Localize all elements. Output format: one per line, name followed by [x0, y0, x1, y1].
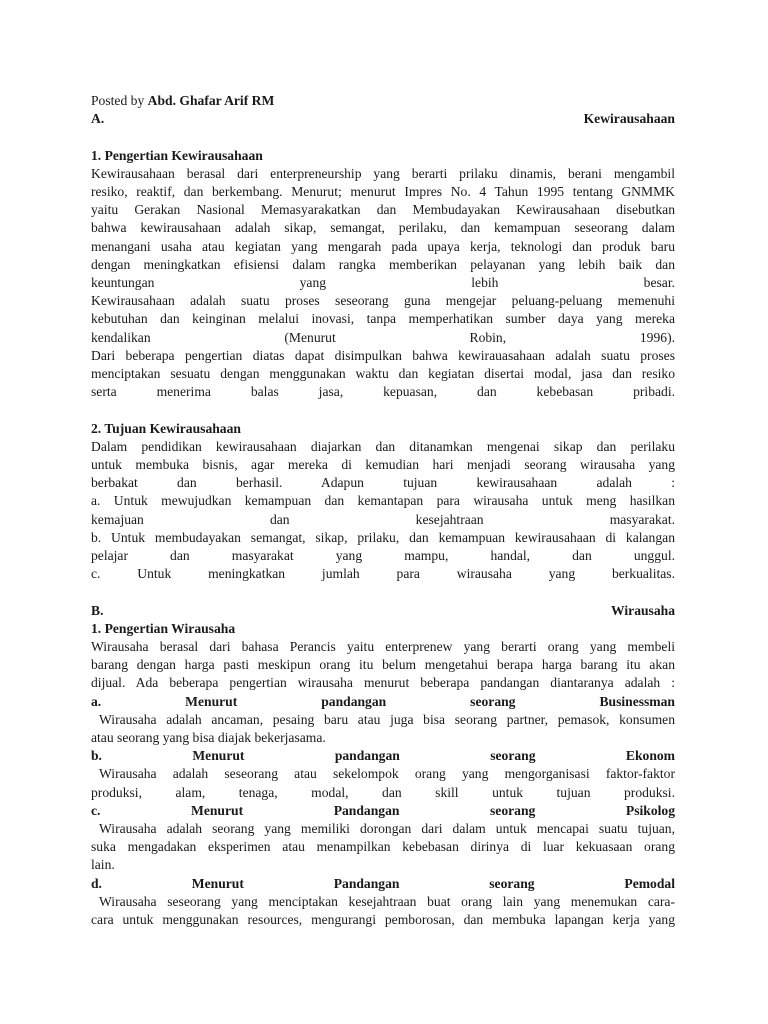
paragraph-pengertian-wirausaha: [91, 638, 675, 693]
text-line: dengan meningkatkan efisiensi dalam rangka memberikan pelayanan yang lebih baik dan: [91, 256, 675, 272]
text-line: barang dengan harga pasti meskipun orang itu belum mengetahui berapa harga barang itu akan: [91, 657, 675, 673]
text-line: Wirausaha seseorang yang menciptakan kesejahtraan buat orang lain yang menemukan cara-: [99, 893, 675, 909]
text-line: serta menerima balas jasa, kepuasan, dan kebebasan pribadi.: [91, 384, 675, 400]
text-line: resiko, reaktif, dan berkembang. Menurut; menurut Impres No. 4 Tahun 1995 tentang GNMMK: [91, 184, 675, 199]
section-b-heading: [91, 602, 675, 620]
text-line: Wirausaha adalah seorang yang memiliki dorongan dari dalam untuk mencapai suatu tujuan,: [99, 821, 675, 837]
sub-heading-tujuan-kewirausahaan: 2. Tujuan Kewirausahaan: [91, 420, 241, 436]
paragraph-tujuan-kewirausahaan: [91, 438, 675, 584]
text-line: kendalikan (Menurut Robin, 1996).: [91, 329, 675, 345]
text-line: a. Untuk mewujudkan kemampuan dan kemantapan para wirausaha untuk meng hasilkan: [91, 493, 675, 509]
text-line: suka mengadakan eksperimen atau menampilkan kebebasan dirinya di luar kekuasaan orang: [91, 839, 675, 855]
text-line: menciptakan sesuatu dengan menggunakan waktu dan kegiatan disertai modal, jasa dan resiko: [91, 366, 675, 382]
posted-prefix: Posted by: [91, 93, 145, 108]
section-a-title: Kewirausahaan: [583, 111, 675, 127]
text-line: Dalam pendidikan kewirausahaan diajarkan dan ditanamkan mengenai sikap dan perilaku: [91, 438, 675, 454]
text-line: yaitu Gerakan Nasional Memasyarakatkan dan Membudayakan Kewirausahaan disebutkan: [91, 202, 675, 218]
item-heading-pemodal: d. Menurut Pandangan seorang Pemodal: [91, 875, 675, 891]
text-line: Kewirausahaan adalah suatu proses seseorang guna mengejar peluang-peluang memenuhi: [91, 293, 675, 309]
text-line: dijual. Ada beberapa pengertian wirausaha menurut beberapa pandangan diantaranya adalah :: [91, 675, 675, 691]
section-a-heading: [91, 110, 675, 128]
text-line: Wirausaha adalah seseorang atau sekelompok orang yang mengorganisasi faktor-faktor: [99, 766, 675, 782]
item-heading-psikolog: c. Menurut Pandangan seorang Psikolog: [91, 802, 675, 818]
posted-by-line: [91, 92, 675, 110]
sub-heading-pengertian-wirausaha: 1. Pengertian Wirausaha: [91, 620, 236, 636]
section-b-title: Wirausaha: [611, 602, 675, 618]
text-line: Wirausaha berasal dari bahasa Perancis yaitu enterprenew yang berarti orang yang membeli: [91, 639, 675, 655]
paragraph-pengertian-kewirausahaan: [91, 165, 675, 402]
text-line: kemajuan dan kesejahtraan masyarakat.: [91, 511, 675, 527]
text-line: kebutuhan dan keinginan melalui inovasi, tanpa memperhatikan sumber daya yang mereka: [91, 311, 675, 327]
sub-heading-pengertian-kewirausahaan: 1. Pengertian Kewirausahaan: [91, 147, 263, 163]
author-name: Abd. Ghafar Arif RM: [147, 93, 275, 108]
text-line: untuk membuka bisnis, agar mereka di kemudian hari menjadi seorang wirausaha yang: [91, 457, 675, 473]
text-line: atau seorang yang bisa diajak bekerjasama.: [91, 730, 326, 746]
text-line: Wirausaha adalah ancaman, pesaing baru atau juga bisa seorang partner, pemasok, konsumen: [99, 711, 675, 727]
text-line: Kewirausahaan berasal dari enterpreneurship yang berarti prilaku dinamis, berani mengambil: [91, 165, 675, 181]
text-line: menangani usaha atau kegiatan yang mengarah pada upaya kerja, teknologi dan produk baru: [91, 238, 675, 254]
document-page: [91, 92, 675, 929]
text-line: produksi, alam, tenaga, modal, dan skill untuk tujuan produksi.: [91, 784, 675, 800]
text-line: cara untuk menggunakan resources, mengurangi pemborosan, dan membuka lapangan kerja yang: [91, 912, 675, 928]
section-b-letter: B.: [91, 602, 104, 618]
text-line: lain.: [91, 857, 115, 873]
text-line: bahwa kewirausahaan adalah sikap, semangat, perilaku, dan kemampuan seseorang dalam: [91, 220, 675, 236]
text-line: berbakat dan berhasil. Adapun tujuan kewirausahaan adalah :: [91, 475, 675, 491]
text-line: c. Untuk meningkatkan jumlah para wirausaha yang berkualitas.: [91, 566, 675, 582]
text-line: keuntungan yang lebih besar.: [91, 275, 675, 291]
text-line: Dari beberapa pengertian diatas dapat disimpulkan bahwa kewirauasahaan adalah suatu proses: [91, 347, 675, 363]
item-heading-businessman: a. Menurut pandangan seorang Businessman: [91, 693, 675, 709]
item-heading-ekonom: b. Menurut pandangan seorang Ekonom: [91, 748, 675, 764]
section-a-letter: A.: [91, 111, 105, 127]
text-line: b. Untuk membudayakan semangat, sikap, prilaku, dan kemampuan kewirausahaan di kalangan: [91, 529, 675, 545]
text-line: pelajar dan masyarakat yang mampu, handal, dan unggul.: [91, 548, 675, 564]
